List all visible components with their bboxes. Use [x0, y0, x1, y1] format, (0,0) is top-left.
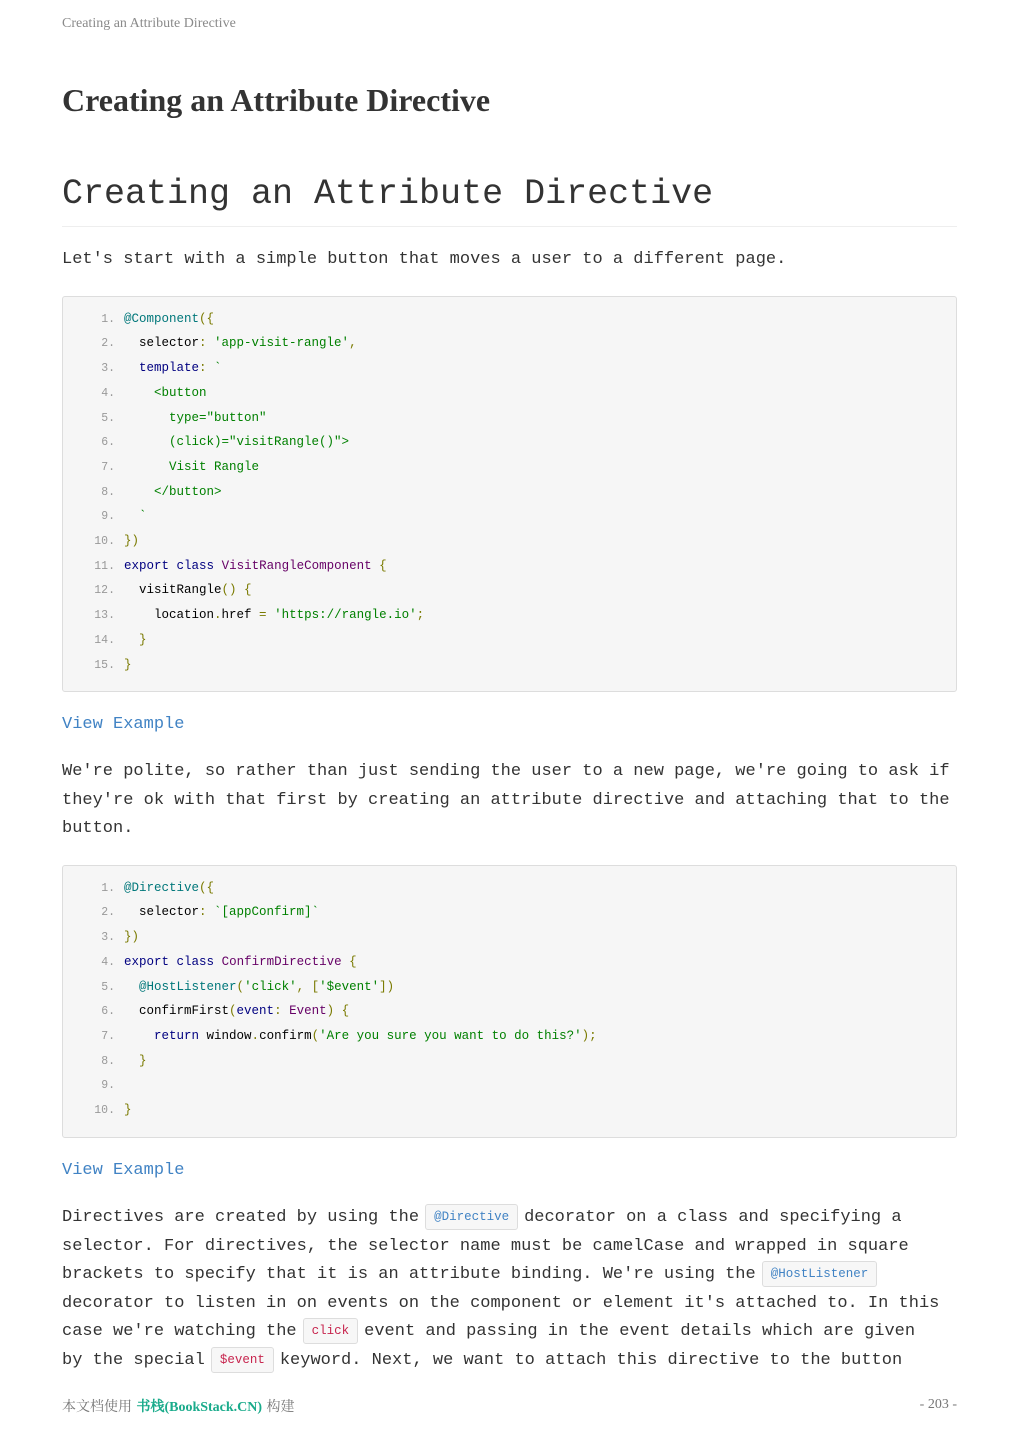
code-line: [63, 529, 139, 554]
code-line: [63, 603, 424, 628]
code-line: [63, 975, 394, 1000]
code-block-component: [62, 296, 957, 692]
line-number: 7.: [101, 1029, 115, 1043]
code-token: [214, 559, 222, 573]
code-line: [63, 554, 387, 579]
code-token: 'app-visit-rangle': [214, 336, 350, 351]
code-line: [63, 653, 132, 678]
line-number: 14.: [94, 633, 115, 647]
view-example-link-2[interactable]: View Example: [62, 1161, 185, 1180]
code-line: [63, 1073, 124, 1098]
code-token: [267, 608, 275, 622]
chapter-title: Creating an Attribute Directive: [62, 82, 491, 118]
code-token: (: [311, 1028, 320, 1043]
code-token: `[appConfirm]`: [214, 905, 320, 920]
line-number: 2.: [101, 337, 115, 351]
code-token: {: [349, 954, 357, 969]
code-token: ]): [379, 979, 395, 994]
line-number: 1.: [101, 312, 115, 326]
code-token: href: [221, 608, 260, 623]
code-token: ({: [199, 880, 215, 895]
code-token: ({: [199, 311, 215, 326]
code-token: :: [274, 1004, 290, 1019]
code-line: [63, 480, 222, 505]
code-token: .: [214, 608, 222, 623]
code-token: }: [124, 657, 132, 672]
code-token: Event: [289, 1004, 327, 1019]
code-line: [63, 950, 357, 975]
code-token: [342, 955, 350, 969]
code-token: (click)="visitRangle()">: [124, 435, 350, 450]
line-number: 11.: [94, 559, 115, 573]
code-token: .: [251, 1028, 260, 1043]
directives-text-5b: event and passing in the event details which are given: [364, 1322, 916, 1341]
line-number: 9.: [101, 510, 115, 524]
code-token: [169, 955, 177, 969]
line-number: 5.: [101, 411, 115, 425]
code-token: 'Are you sure you want to do this?': [319, 1028, 582, 1043]
code-token: location: [124, 608, 215, 623]
inline-code-hostlistener: @HostListener: [762, 1261, 878, 1287]
code-token: @Component: [124, 311, 200, 326]
code-line: [63, 331, 357, 356]
line-number: 1.: [101, 881, 115, 895]
line-number: 8.: [101, 485, 115, 499]
code-token: ) {: [326, 1004, 350, 1019]
code-token: class: [176, 558, 215, 573]
running-header: Creating an Attribute Directive: [62, 16, 236, 31]
line-number: 10.: [94, 1104, 115, 1117]
code-line: [63, 1024, 597, 1049]
line-number: 8.: [101, 1054, 115, 1068]
line-number: 6.: [101, 436, 115, 450]
code-token: :: [199, 905, 215, 920]
code-token: :: [199, 361, 215, 376]
section-title: Creating an Attribute Directive: [62, 172, 957, 227]
polite-paragraph: We're polite, so rather than just sending the user to a new page, we're going to ask if they're ok with that first by creating an attribute directive and attaching that to the button.: [62, 762, 950, 838]
line-number: 2.: [101, 906, 115, 920]
code-token: export: [124, 558, 170, 573]
line-number: 5.: [101, 980, 115, 994]
code-token: visitRangle: [124, 583, 222, 598]
code-line: [63, 999, 349, 1024]
code-line: [63, 578, 252, 603]
directives-text-4: decorator to listen in on events on the component or element it's attached to. In this: [62, 1293, 940, 1313]
code-token: </button>: [124, 484, 222, 499]
line-number: 3.: [101, 362, 115, 376]
code-token: type="button": [124, 410, 267, 425]
line-number: 6.: [101, 1005, 115, 1019]
code-token: <button: [124, 385, 207, 400]
code-token: window: [199, 1028, 252, 1043]
code-line: [63, 430, 349, 455]
footer-prefix: 本文档使用: [62, 1399, 132, 1415]
code-token: selector: [124, 336, 200, 351]
code-token: [124, 1029, 154, 1043]
line-number: 4.: [101, 955, 115, 969]
code-token: :: [199, 336, 215, 351]
code-token: (: [229, 1004, 237, 1019]
code-token: {: [379, 558, 387, 573]
line-number: 9.: [101, 1079, 115, 1093]
code-token: (: [236, 979, 245, 994]
code-line: [63, 307, 214, 332]
directives-text-2: selector. For directives, the selector name must be camelCase and wrapped in square: [62, 1236, 909, 1256]
inline-code-click: click: [303, 1318, 359, 1344]
code-block-directive: [62, 865, 957, 1138]
code-token: ConfirmDirective: [221, 954, 342, 969]
view-example-link-1[interactable]: View Example: [62, 715, 185, 734]
footer-suffix: 构建: [266, 1399, 295, 1415]
code-line: [63, 381, 207, 406]
code-token: =: [259, 608, 267, 623]
code-token: @Directive: [124, 880, 200, 895]
code-line: [63, 900, 319, 925]
code-line: [63, 406, 267, 431]
line-number: 10.: [94, 535, 115, 548]
code-token: );: [581, 1028, 597, 1043]
footer-brand-link[interactable]: 书栈(BookStack.CN): [136, 1400, 263, 1415]
code-token: confirm: [259, 1028, 312, 1043]
code-token: }: [124, 632, 147, 647]
code-token: ,: [349, 336, 357, 351]
directives-text-1a: Directives are created by using the: [62, 1208, 420, 1227]
footer-credit: [62, 1396, 295, 1416]
code-token: `: [214, 361, 222, 376]
inline-code-event: $event: [211, 1347, 274, 1373]
code-token: , [: [296, 979, 320, 994]
intro-paragraph: Let's start with a simple button that moves a user to a different page.: [62, 250, 787, 269]
line-number: 4.: [101, 386, 115, 400]
code-token: [169, 559, 177, 573]
code-token: }): [124, 534, 140, 548]
code-token: '$event': [319, 979, 380, 994]
code-token: [214, 955, 222, 969]
code-token: [124, 980, 139, 994]
code-token: return: [154, 1028, 200, 1043]
code-token: Visit Rangle: [124, 459, 260, 474]
inline-code-directive: @Directive: [425, 1204, 518, 1230]
code-token: () {: [221, 583, 252, 598]
code-token: 'click': [244, 979, 297, 994]
code-token: VisitRangleComponent: [221, 558, 372, 573]
directives-text-5a: case we're watching the: [62, 1322, 297, 1341]
directives-text-6a: by the special: [62, 1350, 205, 1370]
code-line: [63, 925, 139, 950]
code-token: }): [124, 930, 140, 945]
code-token: [372, 559, 380, 573]
code-token: }: [124, 1103, 132, 1117]
code-token: class: [176, 954, 215, 969]
code-line: [63, 356, 222, 381]
line-number: 3.: [101, 931, 115, 945]
code-token: template: [124, 361, 200, 376]
line-number: 7.: [101, 460, 115, 474]
code-token: export: [124, 954, 170, 969]
code-token: event: [236, 1004, 275, 1019]
page-number: - 203 -: [919, 1397, 957, 1412]
code-line: [63, 1049, 147, 1074]
code-line: [63, 455, 259, 480]
code-token: 'https://rangle.io': [274, 608, 417, 623]
directives-paragraph: [62, 1204, 957, 1375]
code-line: [63, 628, 147, 653]
code-line: [63, 504, 147, 529]
code-line: [63, 1098, 132, 1123]
code-token: confirmFirst: [124, 1004, 230, 1019]
code-token: selector: [124, 905, 200, 920]
line-number: 13.: [94, 609, 115, 623]
code-token: }: [124, 1053, 147, 1068]
code-token: ;: [416, 608, 425, 623]
line-number: 15.: [94, 658, 115, 672]
code-line: [63, 876, 214, 901]
line-number: 12.: [94, 584, 115, 598]
code-token: @HostListener: [139, 979, 237, 994]
directives-text-1b: decorator on a class and specifying a: [524, 1208, 902, 1227]
directives-text-6b: keyword. Next, we want to attach this directive to the button: [279, 1350, 903, 1370]
code-token: `: [124, 509, 147, 524]
directives-text-3a: brackets to specify that it is an attribute binding. We're using the: [62, 1265, 756, 1284]
